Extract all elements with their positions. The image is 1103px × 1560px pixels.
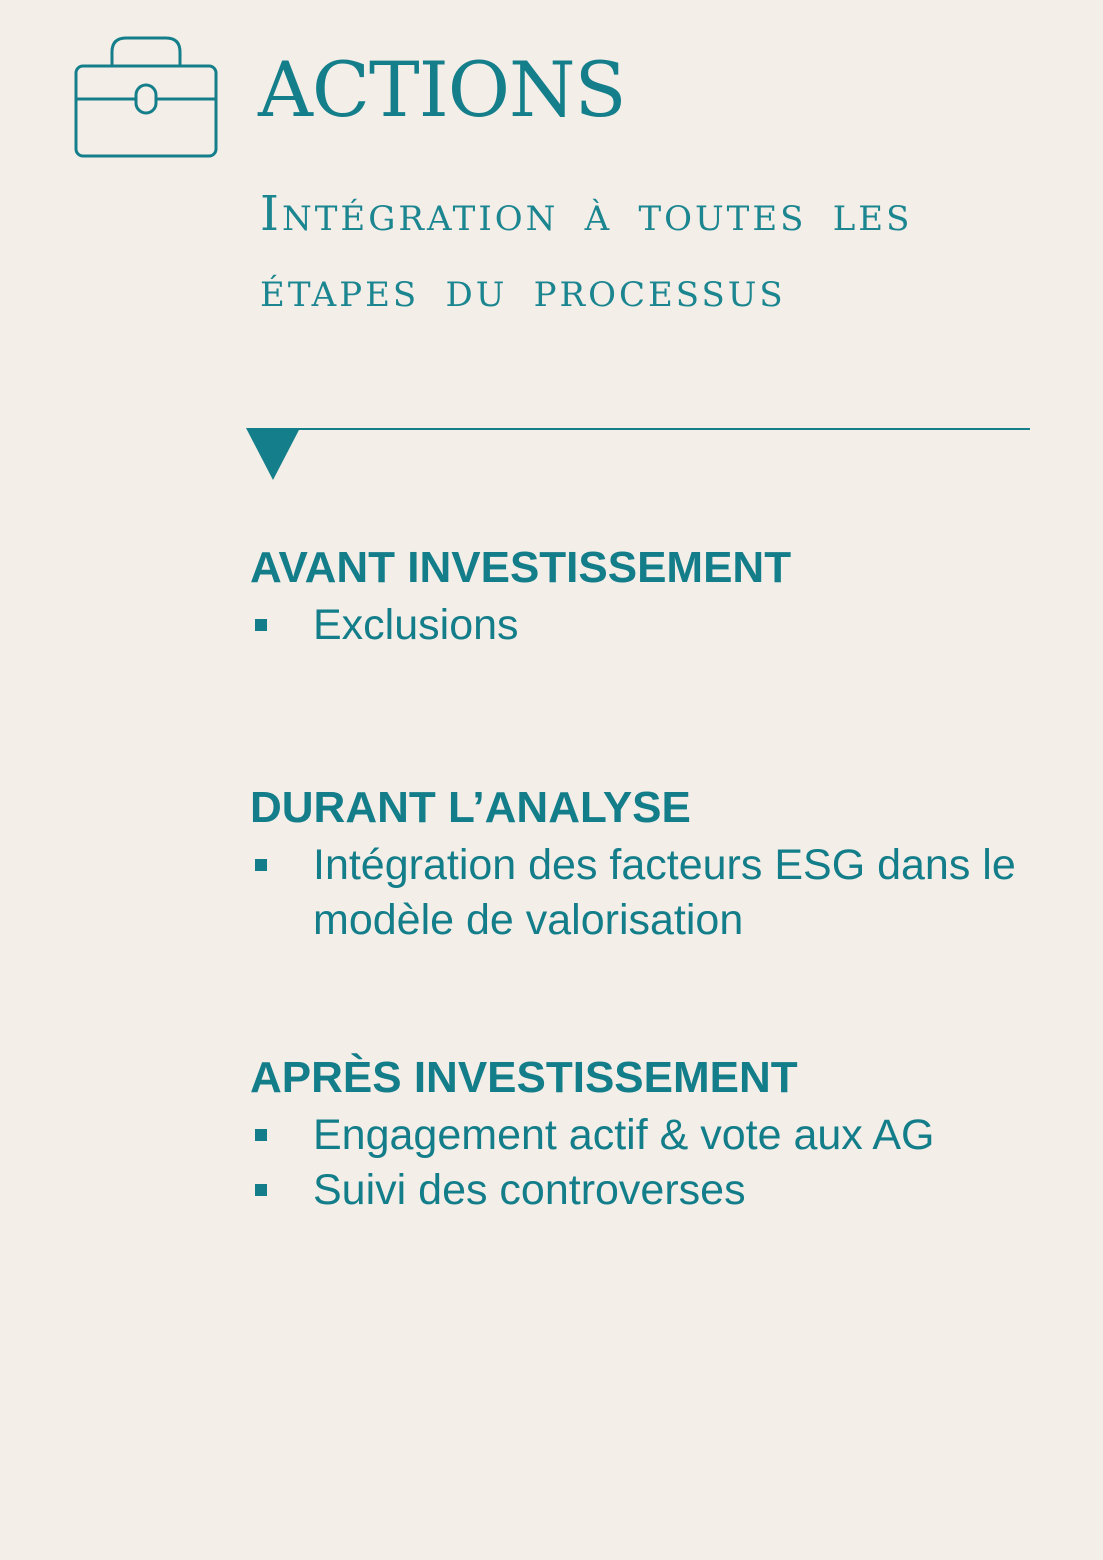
section-durant-analyse — [250, 782, 1090, 948]
section-heading: AVANT INVESTISSEMENT — [250, 543, 792, 592]
list-item-text: Intégration des facteurs ESG dans le modèle de valorisation — [313, 841, 1016, 944]
section-avant-investissement — [250, 542, 1090, 653]
square-bullet-icon — [255, 1184, 267, 1196]
bullet-list — [250, 1108, 1090, 1218]
list-item — [250, 598, 1090, 653]
page-title: ACTIONS — [258, 45, 626, 134]
list-item — [250, 1108, 1090, 1163]
bullet-list — [250, 598, 1090, 653]
section-heading: DURANT L’ANALYSE — [250, 783, 691, 832]
list-item — [250, 1163, 1090, 1218]
bullet-list — [250, 838, 1090, 948]
list-item-text: Engagement actif & vote aux AG — [313, 1111, 935, 1159]
list-item — [250, 838, 1090, 948]
square-bullet-icon — [255, 1129, 267, 1141]
list-item-text: Suivi des controverses — [313, 1166, 746, 1214]
section-apres-investissement — [250, 1052, 1090, 1218]
briefcase-icon — [72, 32, 222, 162]
square-bullet-icon — [255, 619, 267, 631]
square-bullet-icon — [255, 859, 267, 871]
section-divider — [246, 424, 1030, 484]
page-subtitle: Intégration à toutes les étapes du processus — [260, 186, 913, 318]
list-item-text: Exclusions — [313, 601, 519, 649]
section-heading: APRÈS INVESTISSEMENT — [250, 1053, 798, 1102]
